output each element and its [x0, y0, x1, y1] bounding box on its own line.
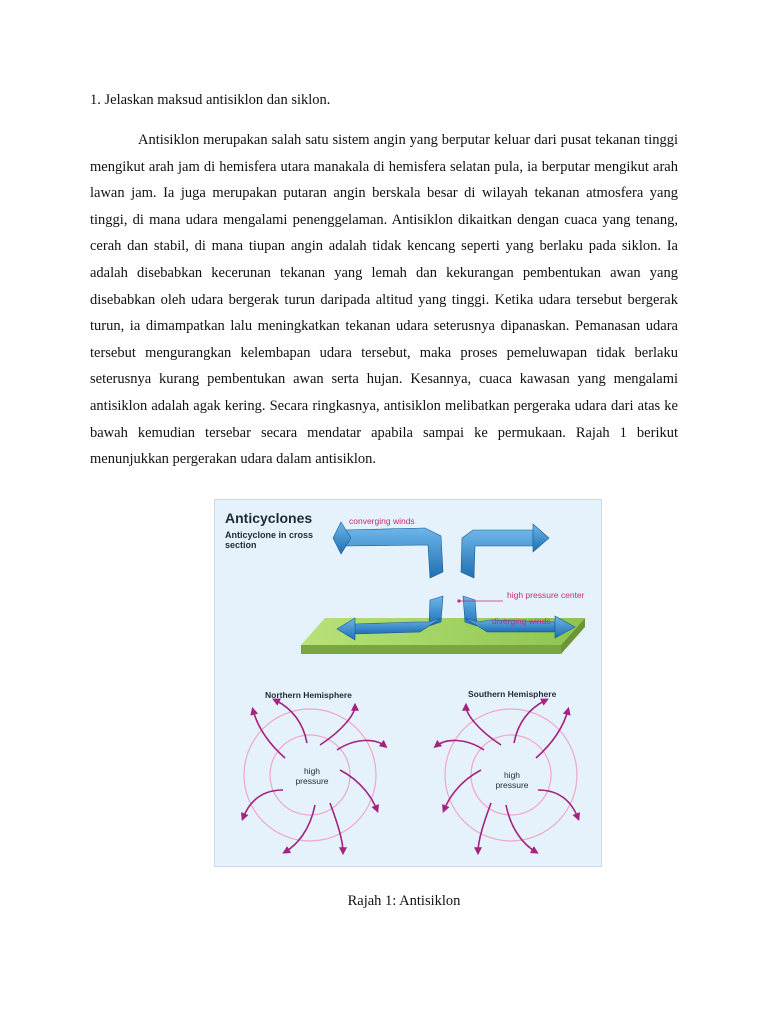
northern-hemisphere-label: Northern Hemisphere	[265, 690, 352, 700]
high-pressure-label-right: high pressure	[495, 770, 529, 790]
anticyclone-diagram	[215, 500, 602, 867]
figure-subtitle: Anticyclone in cross section	[225, 530, 314, 550]
figure-title: Anticyclones	[225, 510, 313, 526]
pointer-dot	[457, 599, 460, 602]
question-heading: 1. Jelaskan maksud antisiklon dan siklon.	[90, 92, 331, 108]
high-pressure-label-left: high pressure	[295, 766, 329, 786]
body-paragraph: Antisiklon merupakan salah satu sistem angin yang berputar keluar dari pusat tekanan tinggi mengikut arah jam di hemisfera utara manakala di hemisfera selatan pula, ia berputar mengikut arah lawan jam. Ia juga merupakan putaran angin berskala besar di wilayah tekanan atmosfera yang tinggi, di mana udara mengalami penenggelaman. Antisiklon dikaitkan dengan cuaca yang tenang, cerah dan stabil, di mana tiupan angin adalah tidak kencang seperti yang berlaku pada siklon. Ia adalah disebabkan kecerunan tekanan yang lemah dan kekurangan pembentukan awan yang disebabkan oleh udara bergerak turun daripada altitud yang tinggi. Ketika udara tersebut bergerak turun, ia dimampatkan lalu meningkatkan tekanan udara seterusnya dipanaskan. Pemanasan udara tersebut mengurangkan kelembapan udara tersebut, maka proses pemeluwapan tidak berlaku seterusnya kurang pembentukan awan serta hujan. Kesannya, cuaca kawasan yang mengalami antisiklon adalah agak kering. Secara ringkasnya, antisiklon melibatkan pergeraka udara dari atas ke bawah kemudian tersebar secara mendatar apabila sampai ke permukaan. Rajah 1 berikut menunjukkan pergerakan udara dalam antisiklon.	[90, 132, 678, 468]
anticyclone-figure	[214, 499, 602, 867]
southern-hemisphere-label: Southern Hemisphere	[468, 689, 557, 699]
high-pressure-center-label: high pressure center	[507, 590, 585, 600]
figure-caption: Rajah 1: Antisiklon	[347, 893, 461, 909]
converging-winds-label: converging winds	[349, 516, 415, 526]
diverging-winds-label: diverging winds	[492, 616, 551, 626]
